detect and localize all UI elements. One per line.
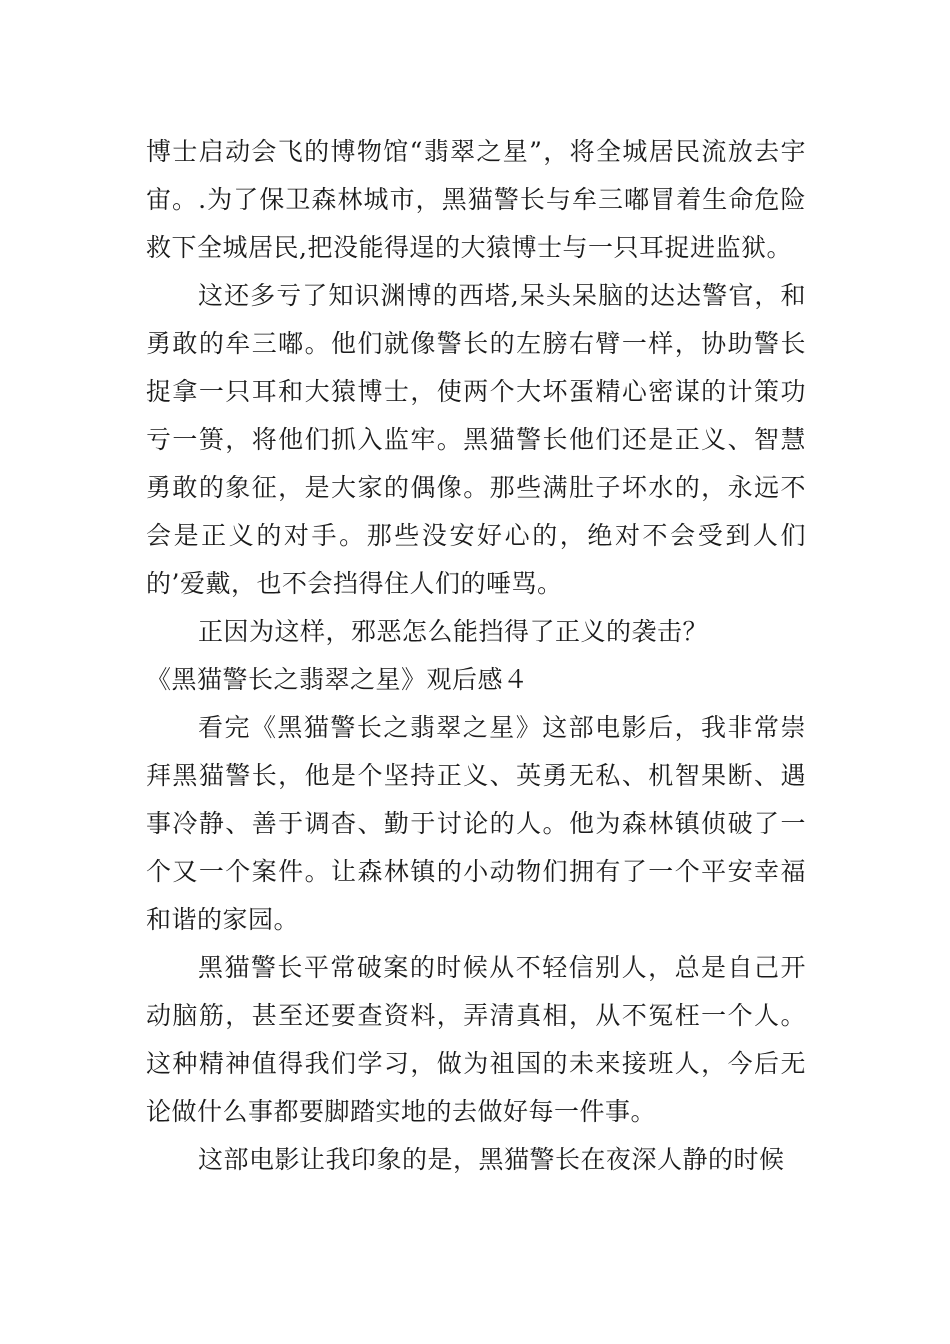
paragraph-3: 正因为这样，邪恶怎么能挡得了正义的袭击？ (198, 617, 709, 646)
paragraph-5: 黑猫警长平常破案的时候从不轻信别人，总是自己开动脑筋，甚至还要查资料，弄清真相，从不冤枉一个人。这种精神值得我们学习，做为祖国的未来接班人，今后无论做什么事都要脚踏实地的去做好每一件事。 (146, 953, 806, 1126)
paragraph-6: 这部电影让我印象的是，黑猫警长在夜深人静的时候 (198, 1145, 785, 1174)
paragraph-4: 看完《黑猫警长之翡翠之星》这部电影后，我非常崇拜黑猫警长，他是个坚持正义、英勇无私、机智果断、遇事冷静、善于调杳、勤于讨论的人。他为森林镇侦破了一个又一个案件。让森林镇的小动物们拥有了一个平安幸福和谐的家园。 (146, 713, 806, 934)
section-title: 《黑猫警长之翡翠之星》观后感４ (146, 665, 529, 694)
document-body (146, 128, 806, 1184)
paragraph-1: 博士启动会飞的博物馆“翡翠之星”，将全城居民流放去宇宙。.为了保卫森林城市，黑猫警长与牟三嘟冒着生命危险救下全城居民,把没能得逞的大猿博士与一只耳捉进监狱。 (146, 137, 806, 262)
paragraph-2: 这还多亏了知识渊博的西塔,呆头呆脑的达达警官，和勇敢的牟三嘟。他们就像警长的左膀右臂一样，协助警长捉拿一只耳和大猿博士，使两个大坏蛋精心密谋的计策功亏一篑，将他们抓入监牢。黑猫警长他们还是正义、智慧勇敢的象征，是大家的偶像。那些满肚子坏水的，永远不会是正义的对手。那些没安好心的，绝对不会受到人们的’爱戴，也不会挡得住人们的唾骂。 (146, 281, 806, 598)
